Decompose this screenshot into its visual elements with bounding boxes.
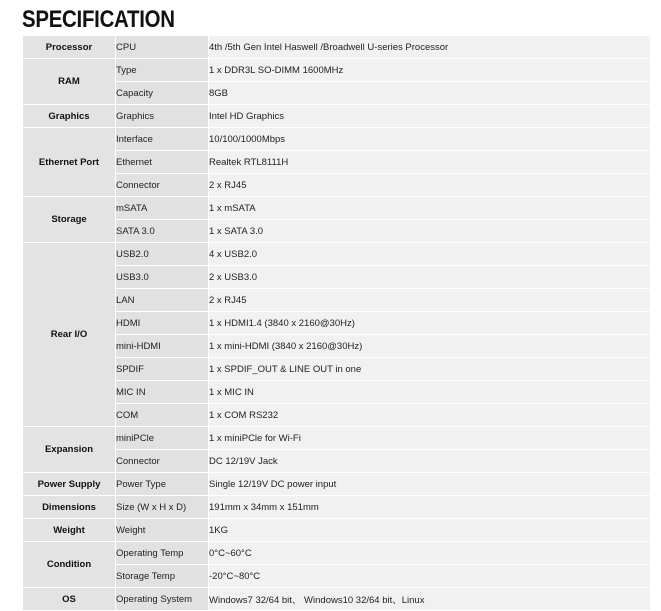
spec-item-label: LAN (116, 289, 209, 312)
spec-item-value: 191mm x 34mm x 151mm (209, 496, 651, 519)
spec-category: Condition (23, 542, 116, 588)
spec-category: Dimensions (23, 496, 116, 519)
spec-item-label: Weight (116, 519, 209, 542)
spec-row (23, 266, 651, 289)
spec-category: RAM (23, 59, 116, 105)
spec-category: Expansion (23, 427, 116, 473)
spec-item-label: Ethernet (116, 151, 209, 174)
spec-category: Weight (23, 519, 116, 542)
spec-item-value: DC 12/19V Jack (209, 450, 651, 473)
spec-item-value: 1KG (209, 519, 651, 542)
spec-item-value: 1 x MIC IN (209, 381, 651, 404)
spec-item-label: Type (116, 59, 209, 82)
spec-row (23, 450, 651, 473)
spec-row (23, 565, 651, 588)
spec-row (23, 358, 651, 381)
specification-table-body (23, 36, 651, 611)
spec-item-label: Operating Temp (116, 542, 209, 565)
spec-item-value: -20°C~80°C (209, 565, 651, 588)
spec-category: Ethernet Port (23, 128, 116, 197)
spec-row (23, 312, 651, 335)
spec-item-label: MIC IN (116, 381, 209, 404)
spec-item-value: 1 x HDMI1.4 (3840 x 2160@30Hz) (209, 312, 651, 335)
spec-item-label: Size (W x H x D) (116, 496, 209, 519)
spec-item-label: SPDIF (116, 358, 209, 381)
spec-row (23, 404, 651, 427)
spec-item-value: 2 x USB3.0 (209, 266, 651, 289)
spec-item-label: mini-HDMI (116, 335, 209, 358)
spec-category: Processor (23, 36, 116, 59)
spec-item-label: Operating System (116, 588, 209, 611)
spec-row (23, 36, 651, 59)
spec-row (23, 174, 651, 197)
spec-row (23, 496, 651, 519)
spec-row (23, 473, 651, 496)
spec-row (23, 151, 651, 174)
spec-item-value: 10/100/1000Mbps (209, 128, 651, 151)
spec-row (23, 427, 651, 450)
spec-item-value: 8GB (209, 82, 651, 105)
spec-row (23, 381, 651, 404)
spec-item-label: Graphics (116, 105, 209, 128)
spec-item-label: Storage Temp (116, 565, 209, 588)
spec-category: Storage (23, 197, 116, 243)
spec-item-label: CPU (116, 36, 209, 59)
spec-item-label: Connector (116, 174, 209, 197)
spec-item-label: Capacity (116, 82, 209, 105)
spec-row (23, 128, 651, 151)
spec-item-label: Connector (116, 450, 209, 473)
spec-category: Power Supply (23, 473, 116, 496)
spec-item-label: HDMI (116, 312, 209, 335)
specification-table (22, 35, 651, 611)
spec-item-value: Single 12/19V DC power input (209, 473, 651, 496)
spec-item-value: 4 x USB2.0 (209, 243, 651, 266)
spec-item-label: USB3.0 (116, 266, 209, 289)
spec-item-value: Windows7 32/64 bit、 Windows10 32/64 bit、Linux (209, 588, 651, 611)
spec-category: Rear I/O (23, 243, 116, 427)
spec-item-value: 0°C~60°C (209, 542, 651, 565)
spec-item-label: Interface (116, 128, 209, 151)
spec-item-value: 4th /5th Gen Intel Haswell /Broadwell U-series Processor (209, 36, 651, 59)
spec-item-value: 1 x DDR3L SO-DIMM 1600MHz (209, 59, 651, 82)
spec-row (23, 197, 651, 220)
spec-item-value: 1 x miniPCle for Wi-Fi (209, 427, 651, 450)
spec-item-value: 1 x mini-HDMI (3840 x 2160@30Hz) (209, 335, 651, 358)
spec-item-label: miniPCle (116, 427, 209, 450)
spec-item-label: COM (116, 404, 209, 427)
spec-item-value: 2 x RJ45 (209, 289, 651, 312)
spec-item-value: Intel HD Graphics (209, 105, 651, 128)
spec-row (23, 59, 651, 82)
spec-row (23, 519, 651, 542)
spec-category: Graphics (23, 105, 116, 128)
spec-item-label: mSATA (116, 197, 209, 220)
spec-item-label: USB2.0 (116, 243, 209, 266)
spec-row (23, 542, 651, 565)
page-title: SPECIFICATION (22, 6, 175, 33)
spec-row (23, 220, 651, 243)
spec-row (23, 588, 651, 611)
spec-category: OS (23, 588, 116, 611)
spec-item-value: 1 x mSATA (209, 197, 651, 220)
spec-item-value: 1 x COM RS232 (209, 404, 651, 427)
spec-item-value: Realtek RTL8111H (209, 151, 651, 174)
spec-row (23, 82, 651, 105)
spec-item-value: 1 x SATA 3.0 (209, 220, 651, 243)
spec-row (23, 243, 651, 266)
spec-row (23, 105, 651, 128)
spec-row (23, 289, 651, 312)
spec-item-label: SATA 3.0 (116, 220, 209, 243)
spec-item-label: Power Type (116, 473, 209, 496)
spec-row (23, 335, 651, 358)
spec-item-value: 1 x SPDIF_OUT & LINE OUT in one (209, 358, 651, 381)
spec-item-value: 2 x RJ45 (209, 174, 651, 197)
